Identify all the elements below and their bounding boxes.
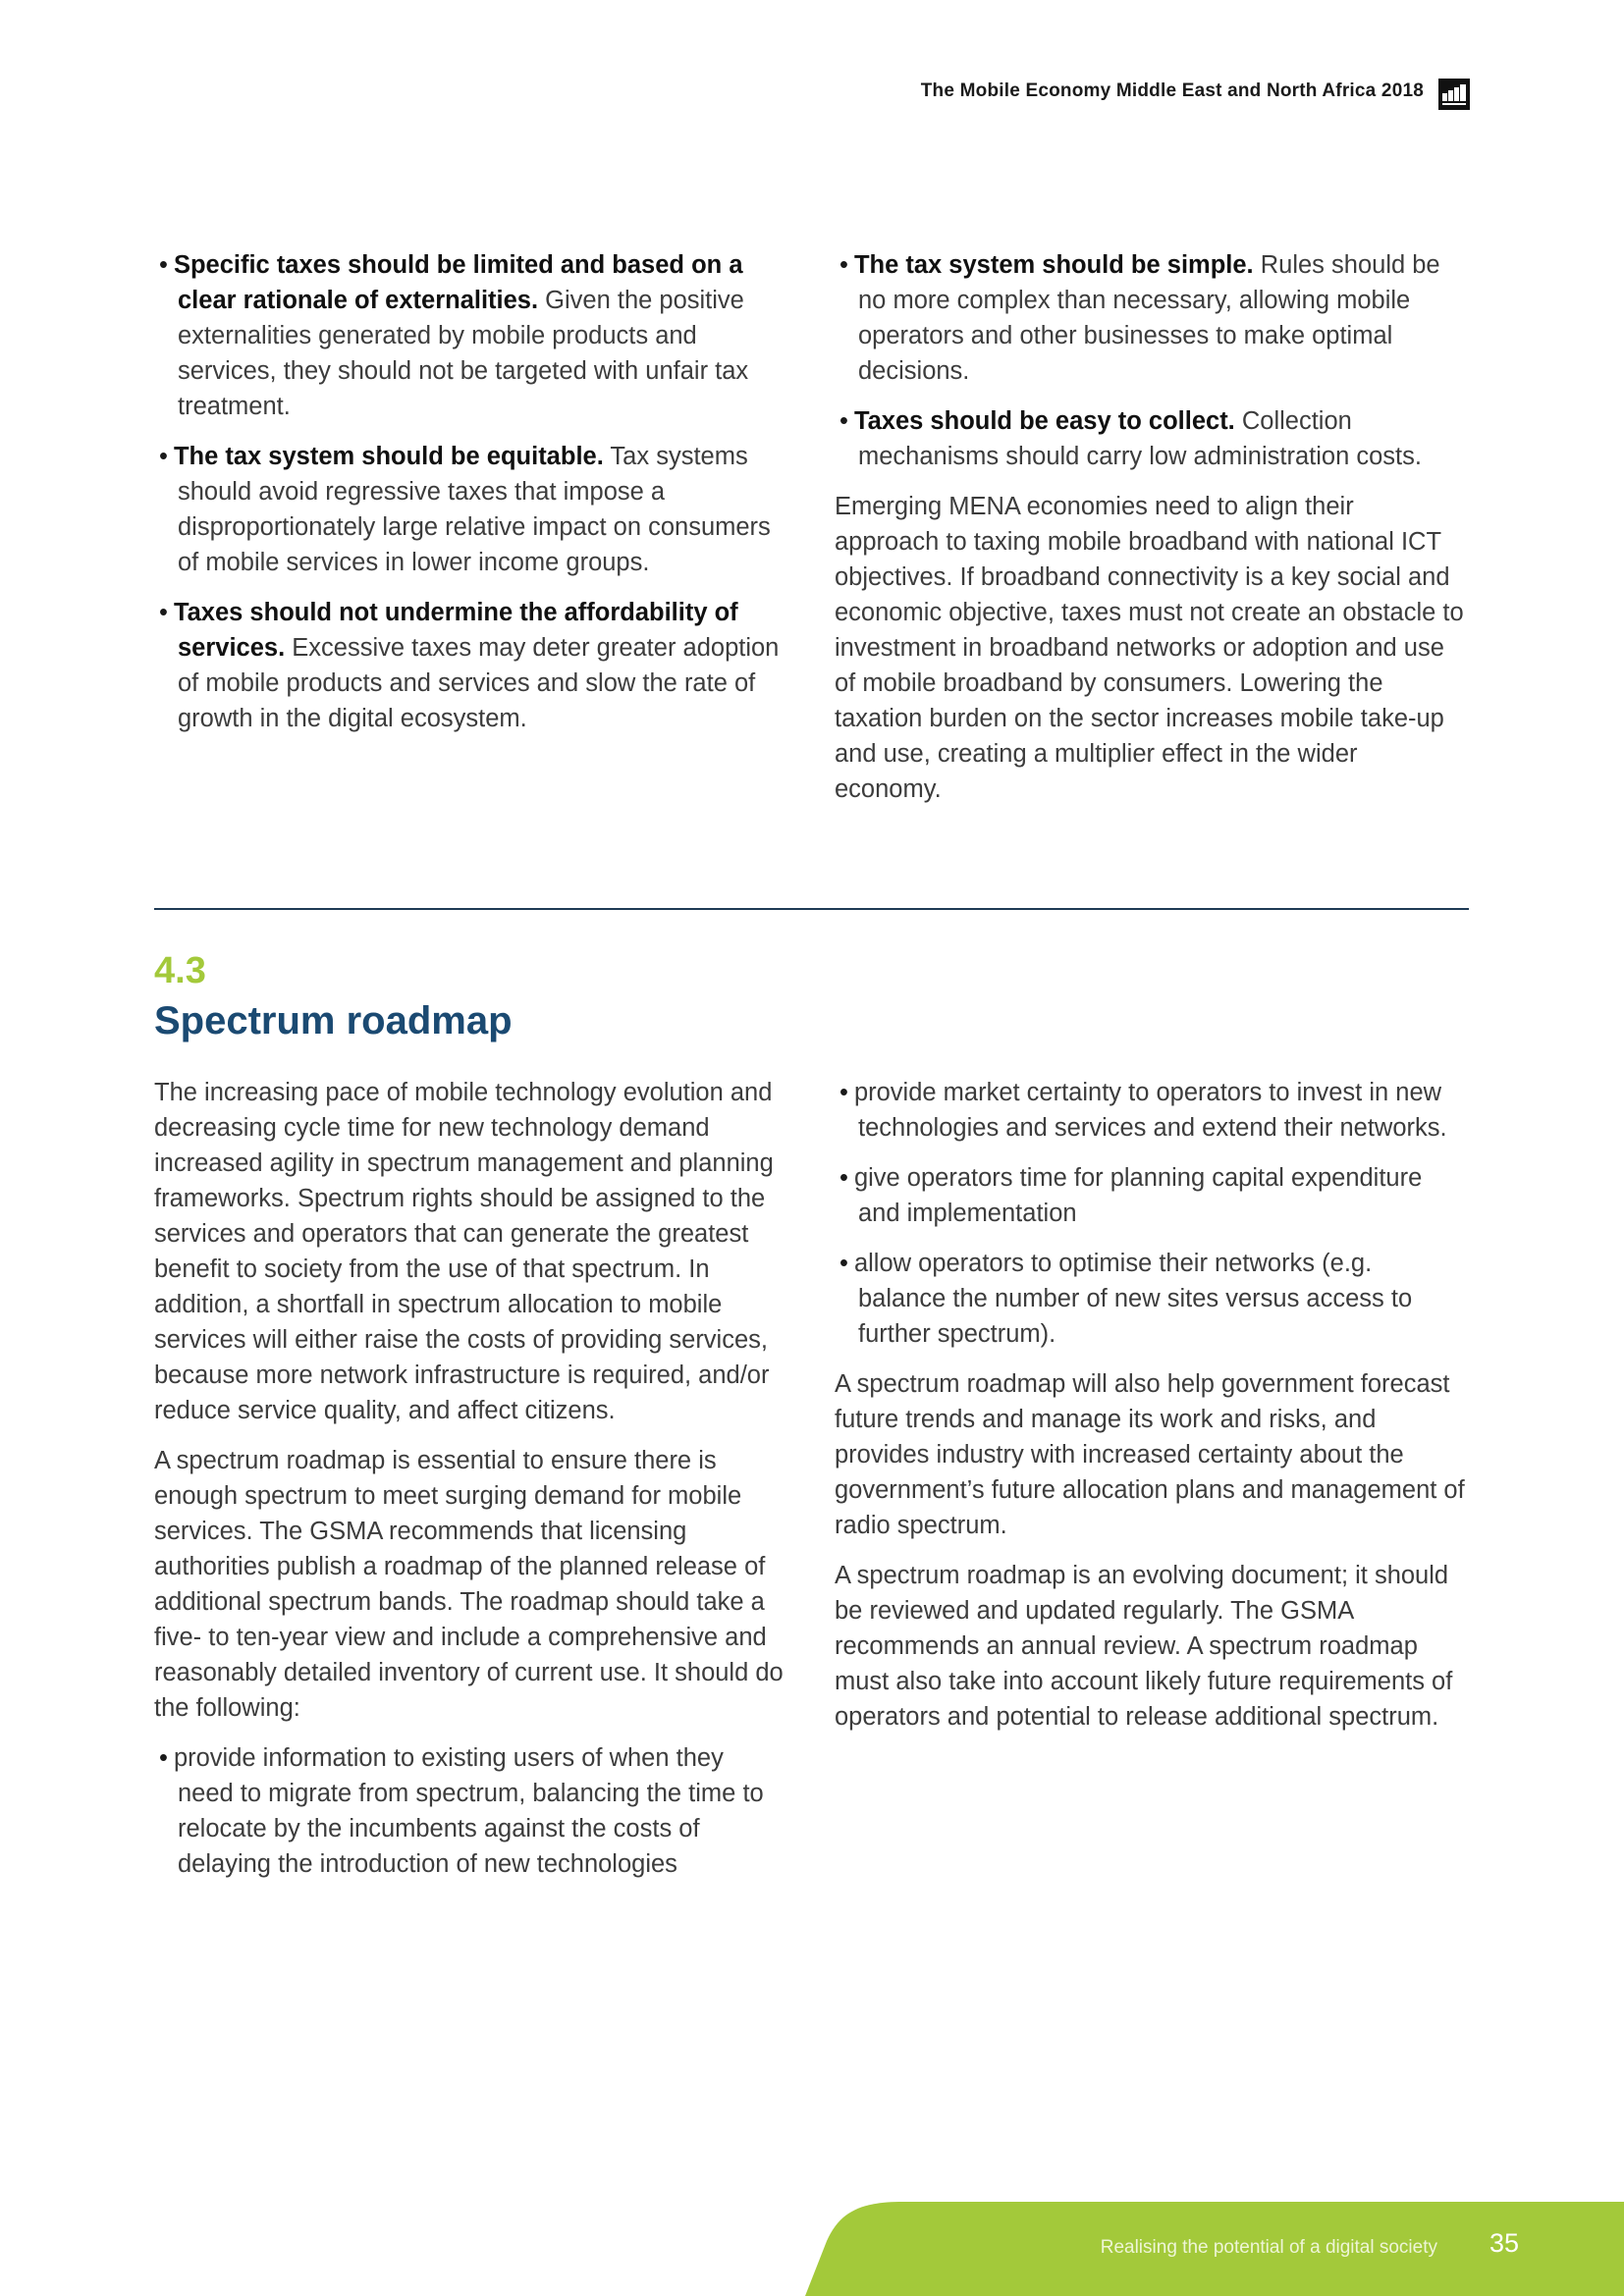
list-item: • Taxes should be easy to collect. Collection mechanisms should carry low administration costs. bbox=[839, 407, 1422, 470]
spectrum-left-column bbox=[154, 1075, 785, 1896]
list-item: • provide information to existing users of when they need to migrate from spectrum, balancing the time to relocate by the incumbents against the costs of delaying the introduction of new technologies bbox=[159, 1744, 764, 1878]
section-divider bbox=[154, 908, 1469, 910]
list-item: • provide market certainty to operators to invest in new technologies and services and extend their networks. bbox=[839, 1079, 1447, 1142]
paragraph: The increasing pace of mobile technology evolution and decreasing cycle time for new technology demand increased agility in spectrum management and planning frameworks. Spectrum rights should be assigned to the services and operators that can generate the greatest benefit to society from the use of that spectrum. In addition, a shortfall in spectrum allocation to mobile services will either raise the costs of providing services, because more network infrastructure is required, and/or reduce service quality, and affect citizens. bbox=[154, 1079, 774, 1424]
footer-section-title: Realising the potential of a digital society bbox=[1100, 2237, 1437, 2258]
paragraph: Emerging MENA economies need to align their approach to taxing mobile broadband with national ICT objectives. If broadband connectivity is a key social and economic objective, taxes must not create an obstacle to investment in broadband networks or adoption and use of mobile broadband by consumers. Lowering the taxation burden on the sector increases mobile take-up and use, creating a multiplier effect in the wider economy. bbox=[835, 493, 1464, 803]
gsma-logo-icon bbox=[1438, 79, 1470, 110]
page-number: 35 bbox=[1489, 2228, 1519, 2258]
list-item: • allow operators to optimise their networks (e.g. balance the number of new sites versus access to further spectrum). bbox=[839, 1250, 1413, 1348]
paragraph: A spectrum roadmap is an evolving document; it should be reviewed and updated regularly. The GSMA recommends an annual review. A spectrum roadmap must also take into account likely future requirements of operators and potential to release additional spectrum. bbox=[835, 1562, 1453, 1731]
paragraph: A spectrum roadmap is essential to ensure there is enough spectrum to meet surging demand for mobile services. The GSMA recommends that licensing authorities publish a roadmap of the planned release of additional spectrum bands. The roadmap should take a five- to ten-year view and include a comprehensive and reasonably detailed inventory of current use. It should do the following: bbox=[154, 1447, 784, 1722]
header-title: The Mobile Economy Middle East and North Africa 2018 bbox=[920, 80, 1424, 101]
section-title: Spectrum roadmap bbox=[154, 999, 513, 1042]
list-item: • The tax system should be simple. Rules should be no more complex than necessary, allowing mobile operators and other businesses to make optimal decisions. bbox=[839, 251, 1440, 385]
paragraph: A spectrum roadmap will also help government forecast future trends and manage its work and risks, and provides industry with increased certainty about the government’s future allocation plans and management of radio spectrum. bbox=[835, 1370, 1465, 1539]
tax-principles-left-column bbox=[154, 247, 785, 751]
list-item: • The tax system should be equitable. Tax systems should avoid regressive taxes that impose a disproportionately large relative impact on consumers of mobile services in lower income groups. bbox=[159, 443, 771, 576]
list-item: • Specific taxes should be limited and based on a clear rationale of externalities. Given the positive externalities generated by mobile products and services, they should not be targeted with unfair tax treatment. bbox=[159, 251, 749, 420]
spectrum-right-column bbox=[835, 1075, 1465, 1749]
tax-principles-right-column bbox=[835, 247, 1465, 822]
list-item: • Taxes should not undermine the affordability of services. Excessive taxes may deter greater adoption of mobile products and services and slow the rate of growth in the digital ecosystem. bbox=[159, 599, 780, 732]
section-number: 4.3 bbox=[154, 950, 206, 991]
list-item: • give operators time for planning capital expenditure and implementation bbox=[839, 1164, 1423, 1227]
gsma-logo-graphic bbox=[1438, 79, 1470, 110]
